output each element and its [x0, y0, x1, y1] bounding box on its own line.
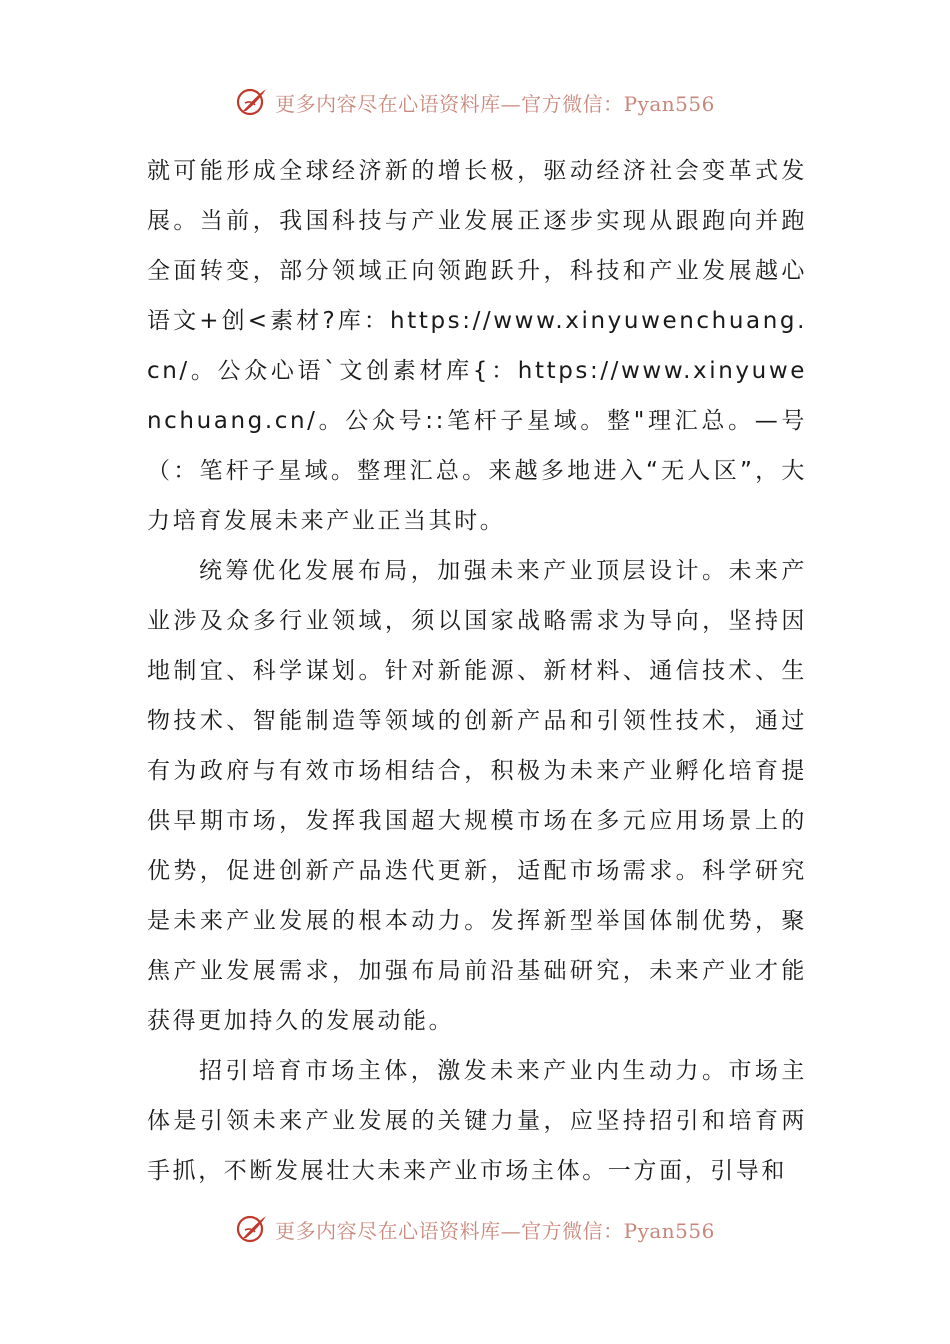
paragraph-3: 招引培育市场主体，激发未来产业内生动力。市场主体是引领未来产业发展的关键力量，应坚持招引和培育两手抓，不断发展壮大未来产业市场主体。一方面，引导和 — [147, 1058, 807, 1184]
quill-logo-icon — [235, 85, 269, 119]
footer-banner — [0, 1207, 950, 1251]
header-banner — [0, 80, 950, 124]
footer-banner-text: 更多内容尽在心语资料库—官方微信：Pyan556 — [275, 1218, 715, 1243]
header-banner-text: 更多内容尽在心语资料库—官方微信：Pyan556 — [275, 91, 715, 116]
paragraph-1: 就可能形成全球经济新的增长极，驱动经济社会变革式发展。当前，我国科技与产业发展正逐步实现从跟跑向并跑全面转变，部分领域正向领跑跃升，科技和产业发展越心语文+创<素材?库：https://www.xinyuwenchuang.cn/。公众心语`文创素材库{：https://www.xinyuwenchuang.cn/。公众号::笔杆子星域。整"理汇总。—号（：笔杆子星域。整理汇总。来越多地进入“无人区”，大力培育发展未来产业正当其时。 — [147, 158, 807, 534]
paragraph-2: 统筹优化发展布局，加强未来产业顶层设计。未来产业涉及众多行业领域，须以国家战略需求为导向，坚持因地制宜、科学谋划。针对新能源、新材料、通信技术、生物技术、智能制造等领域的创新产品和引领性技术，通过有为政府与有效市场相结合，积极为未来产业孵化培育提供早期市场，发挥我国超大规模市场在多元应用场景上的优势，促进创新产品迭代更新，适配市场需求。科学研究是未来产业发展的根本动力。发挥新型举国体制优势，聚焦产业发展需求，加强布局前沿基础研究，未来产业才能获得更加持久的发展动能。 — [147, 558, 807, 1034]
document-body — [147, 146, 807, 1196]
quill-logo-icon — [235, 1212, 269, 1246]
